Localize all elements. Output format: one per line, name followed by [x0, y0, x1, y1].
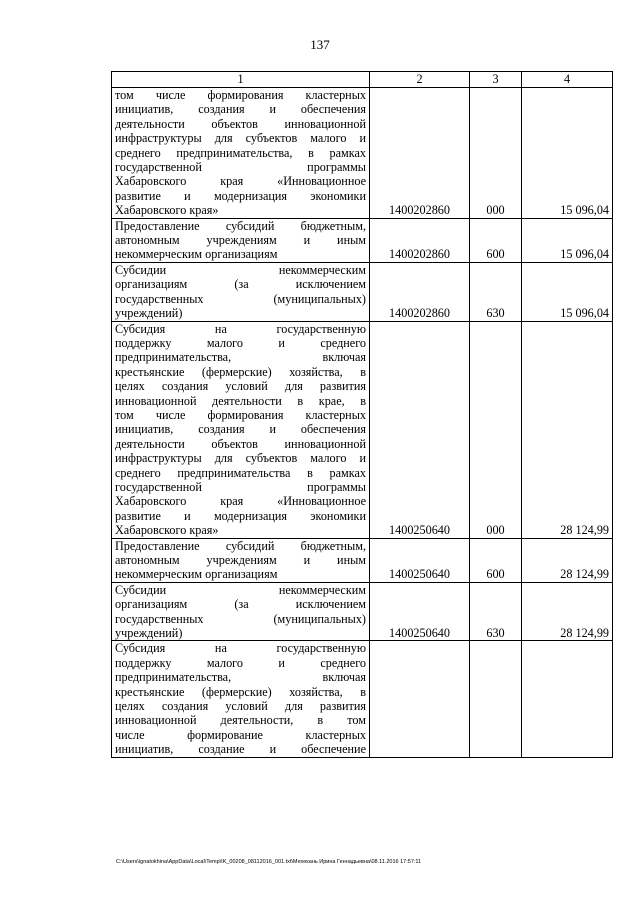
description-line: инфраструктуры для субъектов малого и [115, 451, 366, 466]
description-line: автономным учреждениям и иным [115, 553, 366, 567]
description-line: государственной программы [115, 160, 366, 175]
row-target-code [370, 641, 470, 757]
description-line: Предоставление субсидий бюджетным, [115, 538, 366, 553]
description-line: государственной программы [115, 479, 366, 494]
description-line: Предоставление субсидий бюджетным, [115, 218, 366, 233]
description-line: инициатив, создания и обеспечения [115, 422, 366, 437]
header-col-2: 2 [370, 72, 470, 88]
row-amount: 28 124,99 [522, 538, 613, 582]
description-line: Субсидия на государственную [115, 641, 366, 656]
row-amount: 15 096,04 [522, 218, 613, 262]
description-line: предпринимательства, включая [115, 350, 366, 365]
description-line: крестьянские (фермерские) хозяйства, в [115, 684, 366, 699]
row-description [112, 262, 370, 321]
row-amount [522, 641, 613, 757]
description-line: Хабаровского края» [115, 523, 219, 538]
description-line: учреждений) [115, 626, 183, 641]
row-description [112, 582, 370, 641]
row-expense-type: 000 [470, 88, 522, 219]
row-amount: 28 124,99 [522, 582, 613, 641]
description-line: Субсидия на государственную [115, 321, 366, 336]
header-col-3: 3 [470, 72, 522, 88]
description-line: Субсидии некоммерческим [115, 262, 366, 277]
description-line: среднего предпринимательства, в рамках [115, 145, 366, 160]
table-row [112, 321, 613, 538]
row-expense-type: 000 [470, 321, 522, 538]
row-expense-type: 600 [470, 538, 522, 582]
table-row [112, 538, 613, 582]
description-line: организациям (за исключением [115, 277, 366, 292]
description-line: деятельности объектов инновационной [115, 436, 366, 451]
description-line: инфраструктуры для субъектов малого и [115, 131, 366, 146]
row-description [112, 218, 370, 262]
row-target-code: 1400202860 [370, 262, 470, 321]
row-target-code: 1400202860 [370, 88, 470, 219]
description-line: крестьянские (фермерские) хозяйства, в [115, 364, 366, 379]
description-line: целях создания условий для развития [115, 379, 366, 394]
table-row [112, 218, 613, 262]
description-line: Хабаровского края» [115, 203, 219, 218]
row-expense-type: 600 [470, 218, 522, 262]
file-path-footer: C:\Users\ignatokhina\AppData\Local\Temp\IK_00208_08112016_001.txt\Мехекань Ирина Геннадьевна\08.11.2016 17:57:11 [116, 859, 422, 865]
table-header-row [112, 72, 613, 88]
description-line: предпринимательства, включая [115, 670, 366, 685]
row-expense-type [470, 641, 522, 757]
description-line: Хабаровского края «Инновационное [115, 494, 366, 509]
row-expense-type: 630 [470, 262, 522, 321]
row-amount: 28 124,99 [522, 321, 613, 538]
description-line: развитие и модернизация экономики [115, 188, 366, 203]
header-col-1: 1 [112, 72, 370, 88]
table-row [112, 582, 613, 641]
row-description [112, 641, 370, 757]
row-target-code: 1400250640 [370, 538, 470, 582]
description-line: организациям (за исключением [115, 597, 366, 612]
page-number: 137 [310, 37, 330, 52]
description-line: среднего предпринимательства в рамках [115, 465, 366, 480]
description-line: некоммерческим организациям [115, 567, 278, 582]
row-description [112, 88, 370, 219]
budget-table [111, 71, 613, 758]
description-line: развитие и модернизация экономики [115, 508, 366, 523]
description-line: числе формирование кластерных [115, 727, 366, 742]
description-line: инициатив, создания и обеспечения [115, 102, 366, 117]
table-row [112, 88, 613, 219]
row-description [112, 538, 370, 582]
description-line: инновационной деятельности, в том [115, 713, 366, 728]
description-line: государственных (муниципальных) [115, 291, 366, 306]
header-col-4: 4 [522, 72, 613, 88]
description-line: поддержку малого и среднего [115, 655, 366, 670]
description-line: поддержку малого и среднего [115, 335, 366, 350]
row-target-code: 1400202860 [370, 218, 470, 262]
description-line: Хабаровского края «Инновационное [115, 174, 366, 189]
description-line: некоммерческим организациям [115, 247, 278, 262]
description-line: том числе формирования кластерных [115, 88, 366, 102]
row-description [112, 321, 370, 538]
row-amount: 15 096,04 [522, 262, 613, 321]
table-row [112, 262, 613, 321]
description-line: деятельности объектов инновационной [115, 116, 366, 131]
description-line: инновационной деятельности в крае, в [115, 393, 366, 408]
row-target-code: 1400250640 [370, 321, 470, 538]
row-amount: 15 096,04 [522, 88, 613, 219]
row-target-code: 1400250640 [370, 582, 470, 641]
description-line: государственных (муниципальных) [115, 611, 366, 626]
table-row [112, 641, 613, 757]
description-line: автономным учреждениям и иным [115, 233, 366, 248]
description-line: том числе формирования кластерных [115, 407, 366, 422]
description-line: учреждений) [115, 306, 183, 321]
description-line: Субсидии некоммерческим [115, 582, 366, 597]
description-line: инициатив, создание и обеспечение [115, 742, 366, 757]
row-expense-type: 630 [470, 582, 522, 641]
description-line: целях создания условий для развития [115, 699, 366, 714]
